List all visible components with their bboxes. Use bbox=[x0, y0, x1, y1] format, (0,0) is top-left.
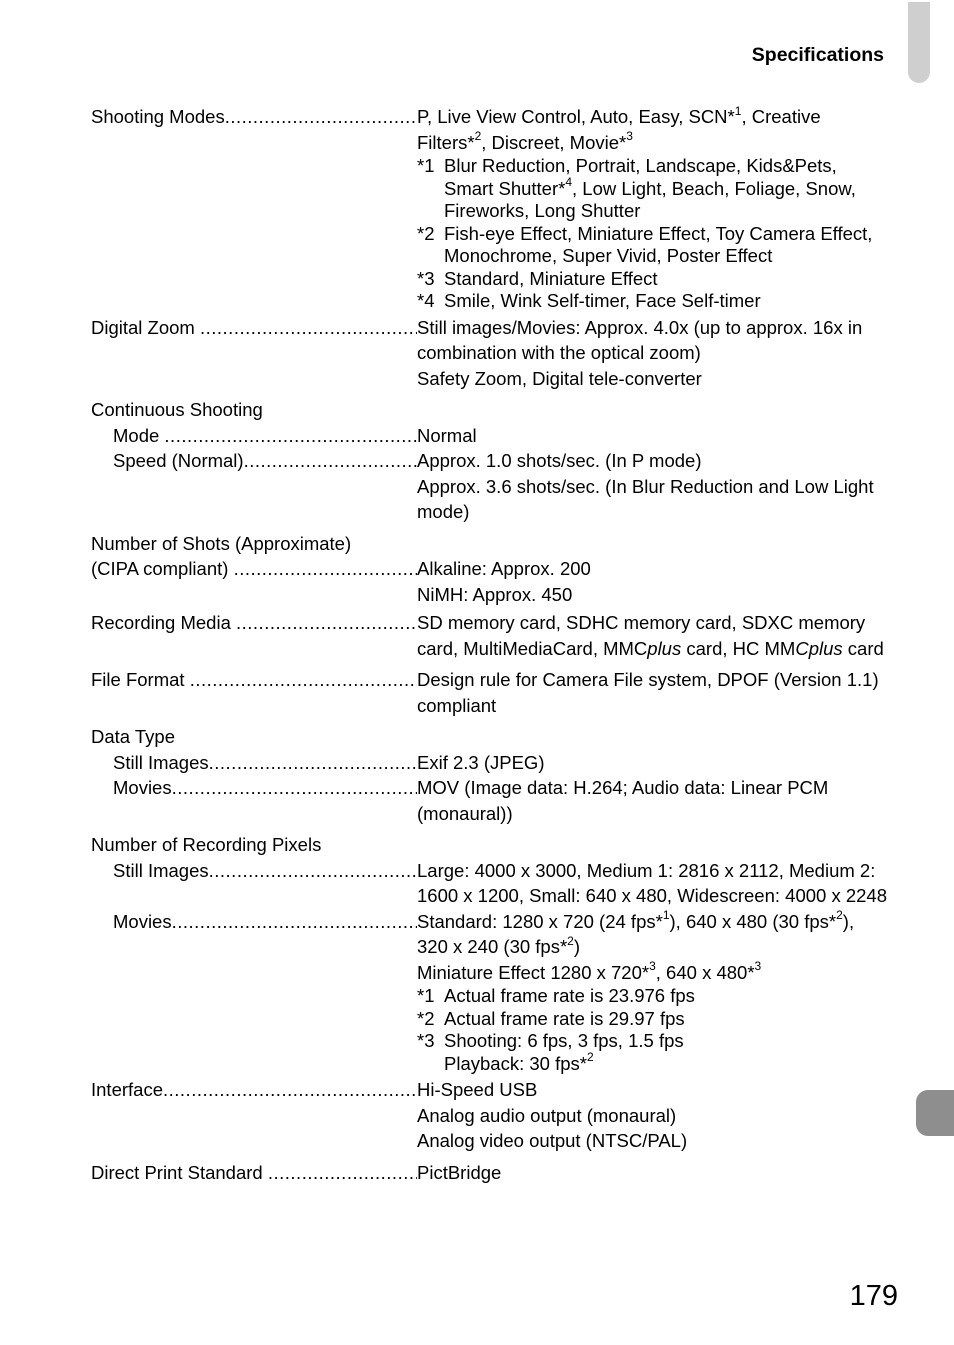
page-header: Specifications bbox=[751, 44, 884, 66]
spec-row-media bbox=[91, 610, 903, 661]
spec-label: Movies ..... bbox=[91, 775, 417, 826]
spec-label: Number of Shots (Approximate) bbox=[91, 532, 352, 554]
spec-row-interface bbox=[91, 1077, 903, 1154]
spec-row-shots bbox=[91, 531, 903, 557]
spec-row-pixels-still bbox=[91, 858, 903, 909]
spec-row-pixels bbox=[91, 832, 903, 858]
spec-value: P, Live View Control, Auto, Easy, SCN*$^1$, Creative Filters*$^2$, Discreet, Movie*$^3$ *1 Blur Reduction, Portrait, Landscape, Kids&Pets, Smart Shutter*$^4$, Low Light, Beach, Foliage, Snow, Fireworks, Long Shutter *2 Fish-eye Effect, Miniature Effect, Toy Camera Effect, Monochrome, Super Vivid, Poster Effect *3 Standard, Miniature Effect *4 Smile, Wink Self-timer, Face Self-timer bbox=[417, 104, 903, 313]
spec-value: Still images/Movies: Approx. 4.0x (up to approx. 16x in combination with the optical zoom) Safety Zoom, Digital tele-converter bbox=[417, 316, 863, 389]
spec-value: Large: 4000 x 3000, Medium 1: 2816 x 2112, Medium 2: 1600 x 1200, Small: 640 x 480, Widescreen: 4000 x 2248 bbox=[417, 859, 887, 906]
spec-row-data-still bbox=[91, 750, 903, 776]
spec-value: SD memory card, SDHC memory card, SDXC memory card, MultiMediaCard, MMCplus card, HC MMCplus card bbox=[417, 612, 884, 659]
spec-row-continuous-mode bbox=[91, 423, 903, 449]
spec-row-data-type bbox=[91, 724, 903, 750]
page-number: 179 bbox=[849, 1280, 898, 1312]
spec-value: Approx. 1.0 shots/sec. (In P mode) Approx. 3.6 shots/sec. (In Blur Reduction and Low Light mode) bbox=[417, 450, 874, 522]
spec-label: Still Images ..... bbox=[91, 750, 417, 776]
spec-value: Exif 2.3 (JPEG) bbox=[417, 751, 545, 773]
spec-label: Still Images ..... bbox=[91, 858, 417, 909]
chapter-tab-top bbox=[908, 2, 930, 83]
footnotes: *1 Blur Reduction, Portrait, Landscape, Kids&Pets, Smart Shutter*$^4$, Low Light, Beach, Foliage, Snow, Fireworks, Long Shutter *2 Fish-eye Effect, Miniature Effect, Toy Camera Effect, Monochrome, Super Vivid, Poster Effect *3 Standard, Miniature Effect *4 Smile, Wink Self-timer, Face Self-timer bbox=[417, 155, 873, 311]
spec-list bbox=[91, 104, 903, 1185]
spec-label: Interface ..... bbox=[91, 1077, 417, 1154]
spec-value: PictBridge bbox=[417, 1161, 502, 1183]
spec-row-continuous bbox=[91, 397, 903, 423]
footnotes: *1 Actual frame rate is 23.976 fps *2 Actual frame rate is 29.97 fps *3 Shooting: 6 fps, 3 fps, 1.5 fps Playback: 30 fps*$^2$ bbox=[417, 985, 695, 1074]
spec-value: Alkaline: Approx. 200 NiMH: Approx. 450 bbox=[417, 558, 591, 605]
spec-label: Recording Media ..... bbox=[91, 610, 417, 661]
spec-row-shots-cipa bbox=[91, 556, 903, 607]
spec-row-direct-print bbox=[91, 1160, 903, 1186]
spec-label: Continuous Shooting bbox=[91, 399, 263, 420]
spec-label: Digital Zoom ..... bbox=[91, 315, 417, 392]
spec-label: Number of Recording Pixels bbox=[91, 834, 322, 855]
spec-label: Direct Print Standard ..... bbox=[91, 1160, 417, 1186]
spec-label: Speed (Normal) ..... bbox=[91, 448, 417, 525]
spec-label: (CIPA compliant) ..... bbox=[91, 556, 417, 607]
spec-value: Hi-Speed USB Analog audio output (monaural) Analog video output (NTSC/PAL) bbox=[417, 1079, 688, 1151]
spec-row-shooting-modes bbox=[91, 104, 903, 313]
spec-row-digital-zoom bbox=[91, 315, 903, 392]
spec-label: File Format ..... bbox=[91, 667, 417, 718]
spec-label: Movies ..... bbox=[91, 909, 417, 1076]
spec-value: MOV (Image data: H.264; Audio data: Linear PCM (monaural)) bbox=[417, 777, 829, 824]
spec-label: Shooting Modes ..... bbox=[91, 104, 417, 313]
spec-row-pixels-movies bbox=[91, 909, 903, 1076]
spec-label: Mode ..... bbox=[91, 423, 417, 449]
spec-label: Data Type bbox=[91, 726, 175, 747]
chapter-tab-side bbox=[916, 1090, 954, 1136]
spec-value: Normal bbox=[417, 424, 477, 446]
spec-row-continuous-speed bbox=[91, 448, 903, 525]
spec-row-data-movies bbox=[91, 775, 903, 826]
spec-value: Standard: 1280 x 720 (24 fps*$^1$), 640 x 480 (30 fps*$^2$), 320 x 240 (30 fps*$^2$) Miniature Effect 1280 x 720*$^3$, 640 x 480*$^3$ *1 Actual frame rate is 23.976 fps *2 Actual frame rate is 29.97 fps *3 Shooting: 6 fps, 3 fps, 1.5 fps Playback: 30 fps*$^2$ bbox=[417, 909, 903, 1076]
spec-row-file-format bbox=[91, 667, 903, 718]
spec-value: Design rule for Camera File system, DPOF (Version 1.1) compliant bbox=[417, 669, 879, 716]
